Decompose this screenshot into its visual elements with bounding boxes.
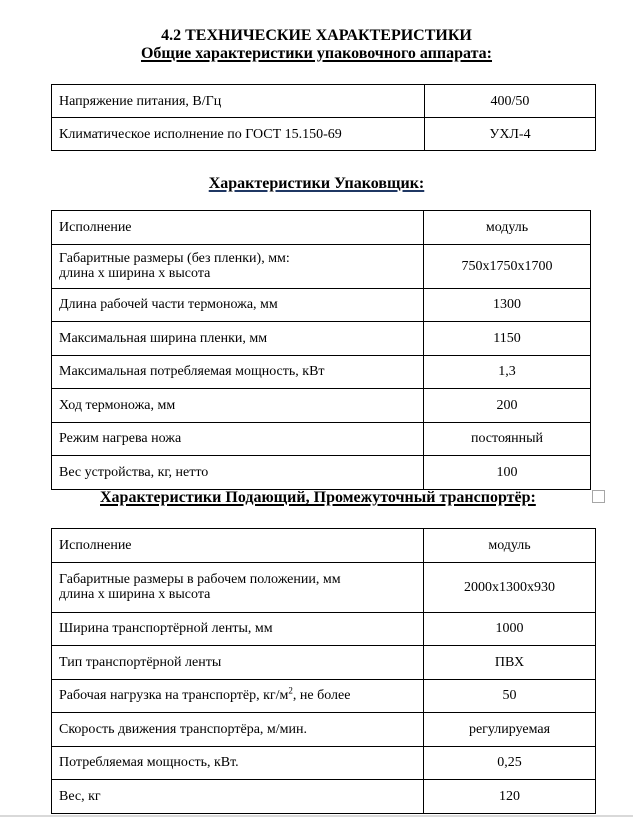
param-line-1: Габаритные размеры в рабочем положении, мм <box>59 572 341 587</box>
value-cell: 200 <box>424 389 591 423</box>
param-cell: Вес, кг <box>52 780 424 814</box>
value-cell: 1150 <box>424 322 591 356</box>
table-row <box>52 780 596 814</box>
value-cell: 400/50 <box>425 85 596 118</box>
page-divider <box>0 815 633 817</box>
param-cell: Максимальная потребляемая мощность, кВт <box>52 355 424 389</box>
table-row <box>52 211 591 245</box>
value-cell: 750х1750х1700 <box>424 244 591 288</box>
table-row <box>52 322 591 356</box>
general-characteristics-heading: Общие характеристики упаковочного аппарата: <box>140 45 493 62</box>
document-heading: 4.2 ТЕХНИЧЕСКИЕ ХАРАКТЕРИСТИКИ <box>161 27 472 44</box>
table-row <box>52 288 591 322</box>
table-row <box>52 529 596 563</box>
table-row <box>52 612 596 646</box>
value-cell: 0,25 <box>424 746 596 780</box>
conveyor-section-heading: Характеристики Подающий, Промежуточный транспортёр: <box>100 489 536 506</box>
param-cell: Потребляемая мощность, кВт. <box>52 746 424 780</box>
general-spec-table <box>51 84 596 151</box>
value-cell: 1000 <box>424 612 596 646</box>
param-line-2: длина х ширина х высота <box>59 587 211 602</box>
table-row <box>52 562 596 612</box>
param-superscript: 2 <box>288 685 293 696</box>
param-line-1: Габаритные размеры (без пленки), мм: <box>59 251 290 266</box>
table-row <box>52 85 596 118</box>
param-cell: Режим нагрева ножа <box>52 422 424 456</box>
param-cell: Климатическое исполнение по ГОСТ 15.150-69 <box>52 118 425 151</box>
param-line-2: длина х ширина х высота <box>59 266 211 281</box>
param-cell <box>52 244 424 288</box>
param-cell <box>52 562 424 612</box>
param-cell: Напряжение питания, В/Гц <box>52 85 425 118</box>
value-cell: регулируемая <box>424 713 596 747</box>
table-row <box>52 713 596 747</box>
value-cell: УХЛ-4 <box>425 118 596 151</box>
value-cell: 120 <box>424 780 596 814</box>
value-cell: 100 <box>424 456 591 490</box>
table-row <box>52 118 596 151</box>
param-cell: Максимальная ширина пленки, мм <box>52 322 424 356</box>
table-row <box>52 679 596 713</box>
param-cell: Исполнение <box>52 211 424 245</box>
param-cell: Длина рабочей части термоножа, мм <box>52 288 424 322</box>
param-cell <box>52 679 424 713</box>
param-cell: Скорость движения транспортёра, м/мин. <box>52 713 424 747</box>
table-row <box>52 456 591 490</box>
table-row <box>52 355 591 389</box>
param-suffix: , не более <box>292 688 351 704</box>
table-row <box>52 422 591 456</box>
param-cell: Ширина транспортёрной ленты, мм <box>52 612 424 646</box>
param-cell: Исполнение <box>52 529 424 563</box>
value-cell: 1,3 <box>424 355 591 389</box>
param-cell: Тип транспортёрной ленты <box>52 646 424 680</box>
checkbox-icon[interactable] <box>592 490 605 503</box>
value-cell: 1300 <box>424 288 591 322</box>
value-cell: 2000х1300х930 <box>424 562 596 612</box>
table-row <box>52 244 591 288</box>
packer-section-heading: Характеристики Упаковщик: <box>208 175 425 192</box>
param-cell: Вес устройства, кг, нетто <box>52 456 424 490</box>
packer-spec-table <box>51 210 591 490</box>
value-cell: модуль <box>424 529 596 563</box>
value-cell: ПВХ <box>424 646 596 680</box>
conveyor-spec-table <box>51 528 596 814</box>
table-row <box>52 646 596 680</box>
param-text: Рабочая нагрузка на транспортёр, кг/м <box>59 688 289 704</box>
table-row <box>52 746 596 780</box>
param-cell: Ход термоножа, мм <box>52 389 424 423</box>
value-cell: 50 <box>424 679 596 713</box>
value-cell: модуль <box>424 211 591 245</box>
table-row <box>52 389 591 423</box>
value-cell: постоянный <box>424 422 591 456</box>
